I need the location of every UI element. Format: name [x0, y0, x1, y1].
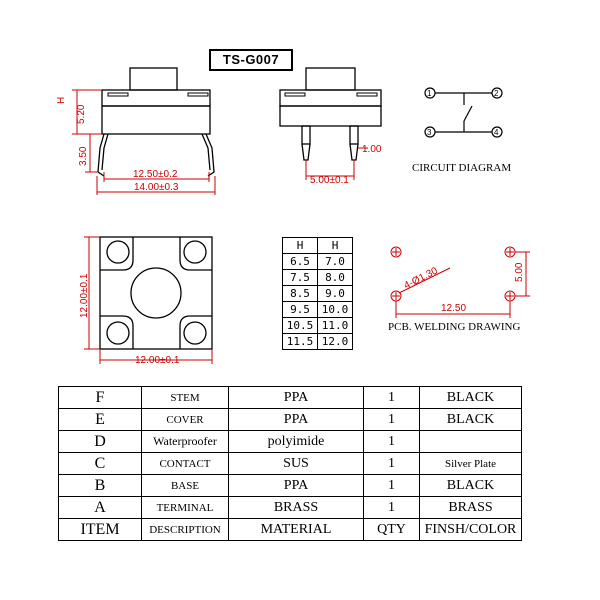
- bom-description: COVER: [142, 409, 229, 431]
- pcb-welding-label: PCB. WELDING DRAWING: [388, 321, 521, 333]
- bom-material: PPA: [229, 387, 364, 409]
- dim-h-label: H: [56, 96, 67, 104]
- bom-qty: 1: [364, 387, 420, 409]
- dim-pin-spacing: 5.00±0.1: [310, 175, 349, 186]
- dim-body-height: 5.20: [76, 104, 87, 124]
- h-table-cell: 12.0: [318, 334, 353, 350]
- bom-material: polyimide: [229, 431, 364, 453]
- pcb-height-label: 5.00: [514, 262, 525, 282]
- bom-material: BRASS: [229, 497, 364, 519]
- bom-item: C: [59, 453, 142, 475]
- top-view-dimensions: [84, 237, 212, 364]
- dim-pin-pitch: 12.50±0.2: [133, 169, 178, 180]
- dim-pin-width: 1.00: [362, 144, 382, 155]
- pcb-hole-label: 4-Ø1.30: [402, 265, 440, 292]
- bom-description: TERMINAL: [142, 497, 229, 519]
- table-header-row: [59, 519, 522, 541]
- circuit-diagram-label: CIRCUIT DIAGRAM: [412, 162, 512, 174]
- pcb-width-label: 12.50: [441, 303, 467, 314]
- table-row: [59, 453, 522, 475]
- h-table-cell: 10.5: [283, 318, 318, 334]
- bom-item: B: [59, 475, 142, 497]
- h-table-cell: 11.5: [283, 334, 318, 350]
- top-view: [100, 237, 212, 349]
- table-row: [59, 387, 522, 409]
- h-table-header: H: [318, 238, 353, 254]
- bill-of-materials: [58, 386, 522, 541]
- bom-finish: [420, 431, 522, 453]
- h-table-cell: 8.0: [318, 270, 353, 286]
- bom-qty: 1: [364, 409, 420, 431]
- bom-description: Waterproofer: [142, 431, 229, 453]
- h-dimension-table: [282, 237, 353, 350]
- dim-pin-height: 3.50: [78, 146, 89, 166]
- bom-qty: 1: [364, 497, 420, 519]
- h-table-cell: 11.0: [318, 318, 353, 334]
- circuit-pin-3: 3: [427, 128, 432, 137]
- h-table-header: H: [283, 238, 318, 254]
- bom-material: PPA: [229, 409, 364, 431]
- bom-finish: BRASS: [420, 497, 522, 519]
- dim-top-height: 12.00±0.1: [79, 273, 90, 318]
- circuit-pin-2: 2: [494, 89, 499, 98]
- bom-finish: BLACK: [420, 387, 522, 409]
- bom-description: BASE: [142, 475, 229, 497]
- bom-item: D: [59, 431, 142, 453]
- h-table-cell: 8.5: [283, 286, 318, 302]
- bom-item: F: [59, 387, 142, 409]
- circuit-pin-1: 1: [427, 89, 432, 98]
- h-table-cell: 6.5: [283, 254, 318, 270]
- bom-description: CONTACT: [142, 453, 229, 475]
- bom-qty: 1: [364, 475, 420, 497]
- bom-qty: 1: [364, 453, 420, 475]
- table-row: [59, 497, 522, 519]
- bom-header-description: DESCRIPTION: [142, 519, 229, 541]
- dim-top-width: 12.00±0.1: [135, 355, 180, 366]
- bom-header-item: ITEM: [59, 519, 142, 541]
- circuit-diagram: [425, 88, 502, 137]
- h-table-cell: 9.5: [283, 302, 318, 318]
- bom-finish: Silver Plate: [420, 453, 522, 475]
- h-table-cell: 7.5: [283, 270, 318, 286]
- bom-header-material: MATERIAL: [229, 519, 364, 541]
- bom-qty: 1: [364, 431, 420, 453]
- circuit-pin-4: 4: [494, 128, 499, 137]
- bom-item: A: [59, 497, 142, 519]
- table-row: [59, 475, 522, 497]
- bom-finish: BLACK: [420, 409, 522, 431]
- dim-body-width: 14.00±0.3: [134, 182, 179, 193]
- bom-header-qty: QTY: [364, 519, 420, 541]
- bom-finish: BLACK: [420, 475, 522, 497]
- table-row: [59, 409, 522, 431]
- side-view: [98, 68, 214, 176]
- h-table-cell: 9.0: [318, 286, 353, 302]
- h-table-cell: 7.0: [318, 254, 353, 270]
- bom-description: STEM: [142, 387, 229, 409]
- bom-header-finish: FINSH/COLOR: [420, 519, 522, 541]
- h-table-cell: 10.0: [318, 302, 353, 318]
- part-number-title: TS-G007: [209, 49, 293, 71]
- bom-material: SUS: [229, 453, 364, 475]
- table-row: [59, 431, 522, 453]
- bom-material: PPA: [229, 475, 364, 497]
- bom-item: E: [59, 409, 142, 431]
